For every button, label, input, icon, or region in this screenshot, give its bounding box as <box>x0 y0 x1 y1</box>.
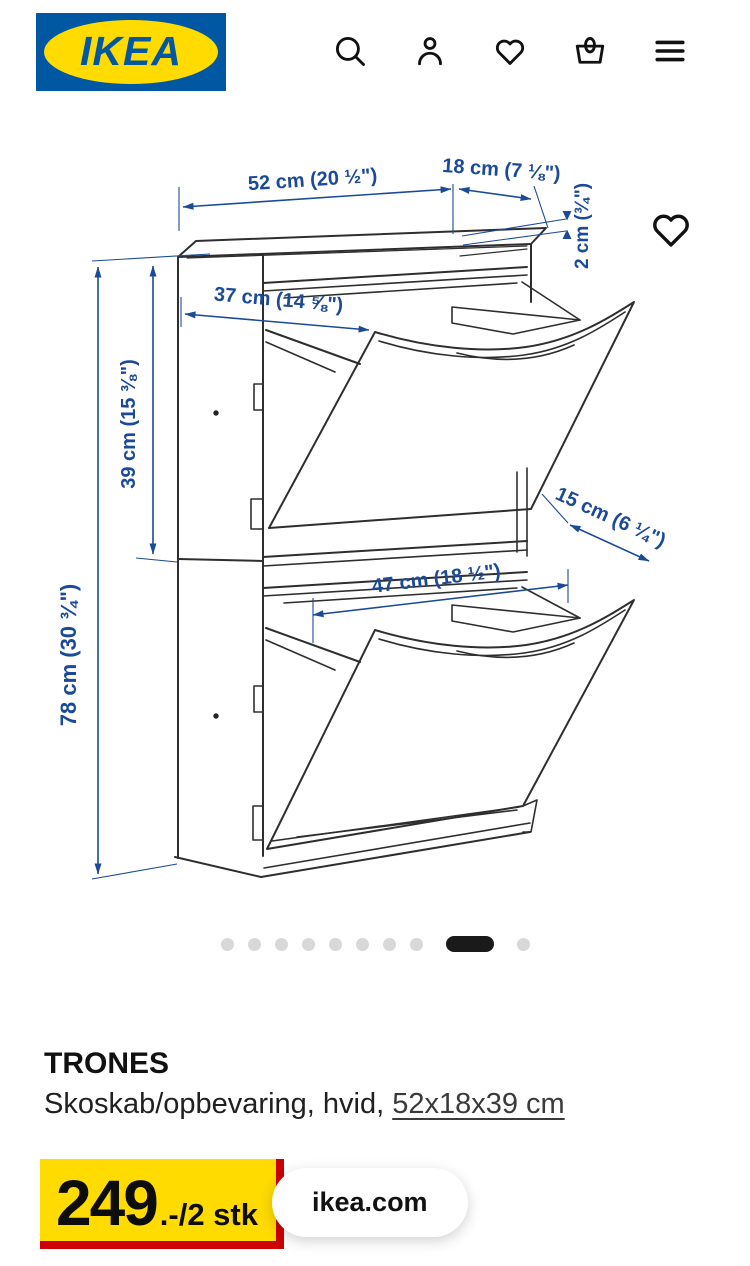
profile-icon[interactable] <box>412 33 448 69</box>
favorite-heart-icon[interactable] <box>648 206 694 252</box>
product-info <box>44 1046 565 1123</box>
product-description-text: Skoskab/opbevaring, hvid, <box>44 1088 393 1120</box>
cabinet-drawing <box>175 228 634 877</box>
ikea-logo-wordmark: IKEA <box>80 27 182 74</box>
store-badge: ikea.com <box>272 1168 468 1237</box>
product-description <box>44 1085 565 1123</box>
dimension-lines <box>92 184 649 879</box>
dim-label-total-height: 78 cm (30 ¾") <box>56 583 81 727</box>
product-diagram <box>0 140 750 930</box>
carousel-dot[interactable] <box>517 938 530 951</box>
carousel-dot[interactable] <box>302 938 315 951</box>
carousel-dot[interactable] <box>329 938 342 951</box>
price-amount: 249 <box>56 1167 157 1239</box>
ikea-logo[interactable] <box>36 13 226 91</box>
favorites-heart-icon[interactable] <box>492 33 528 69</box>
dim-label-unit-height: 39 cm (15 ⅜") <box>118 359 140 489</box>
carousel-dot[interactable] <box>383 938 396 951</box>
menu-icon[interactable] <box>652 33 688 69</box>
carousel-dot[interactable] <box>275 938 288 951</box>
dim-label-upper-inner-width: 37 cm (14 ⅝") <box>213 283 345 317</box>
carousel-dot[interactable] <box>410 938 423 951</box>
price-tag <box>40 1159 284 1249</box>
registered-mark: ® <box>207 22 216 36</box>
carousel-dot[interactable] <box>248 938 261 951</box>
dim-label-opening-depth: 15 cm (6 ¼") <box>552 482 669 553</box>
carousel-dot[interactable] <box>221 938 234 951</box>
carousel-dots <box>0 936 750 952</box>
price-row <box>40 1159 468 1249</box>
basket-icon[interactable] <box>572 33 608 69</box>
product-name: TRONES <box>44 1047 170 1080</box>
carousel-dot-active[interactable] <box>446 936 494 952</box>
product-size-link[interactable]: 52x18x39 cm <box>392 1088 565 1120</box>
screw-hole-upper <box>213 410 218 415</box>
dim-label-lower-inner-width: 47 cm (18 ½") <box>370 560 502 598</box>
search-icon[interactable] <box>332 33 368 69</box>
ikea-logo-oval <box>44 20 218 84</box>
dim-label-edge-thickness: 2 cm (¾") <box>572 182 593 270</box>
dim-label-top-width: 52 cm (20 ½") <box>247 164 378 196</box>
carousel-dot[interactable] <box>356 938 369 951</box>
dim-label-depth: 18 cm (7 ⅛") <box>441 154 562 186</box>
price-suffix: .-/2 stk <box>159 1197 258 1232</box>
header <box>0 0 750 104</box>
screw-hole-lower <box>213 713 218 718</box>
